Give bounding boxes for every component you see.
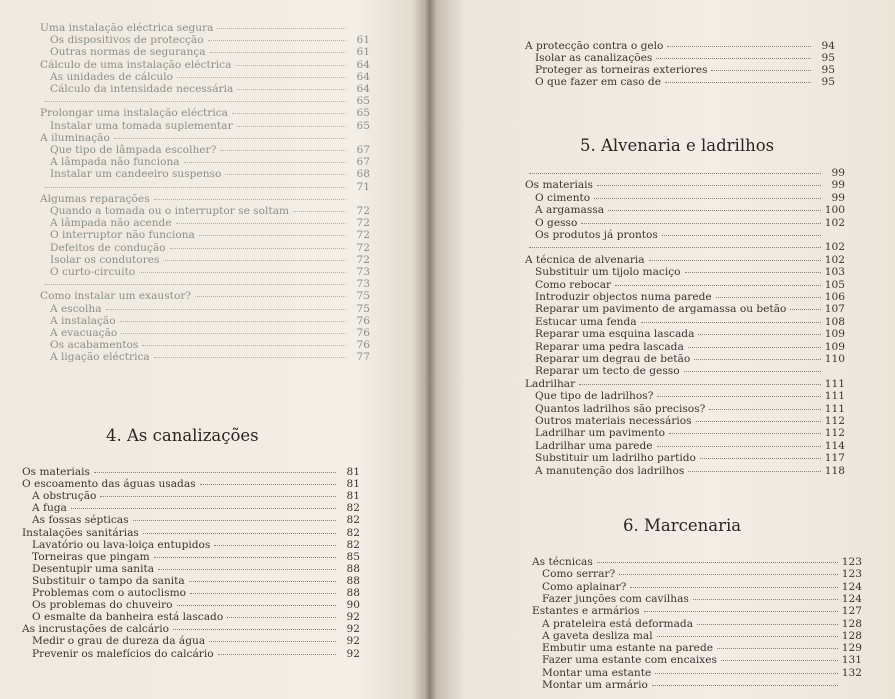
- toc-entry-title: As incrustações de calcário: [22, 623, 170, 636]
- dot-leader: [619, 574, 838, 575]
- toc-entry-page: 107: [824, 303, 845, 316]
- toc-entry-page: 99: [831, 191, 845, 204]
- toc-entry-page: 72: [356, 205, 370, 217]
- toc-entry-title: Lavatório ou lava-loiça entupidos: [32, 538, 211, 551]
- dot-leader: [189, 581, 336, 582]
- toc-entry-title: Introduzir objectos numa parede: [535, 291, 712, 303]
- toc-entry-page: 127: [841, 605, 862, 618]
- chapter-4-heading: 4. As canalizações: [106, 426, 259, 445]
- toc-entry: [32, 599, 360, 611]
- toc-entry-page: 92: [346, 635, 360, 648]
- toc-entry-title: As unidades de cálculo: [50, 70, 174, 83]
- toc-entry-title: Os materiais: [525, 179, 593, 192]
- toc-entry-title: A lâmpada não acende: [50, 217, 172, 230]
- toc-entry-page: 117: [824, 452, 845, 465]
- dot-leader: [209, 641, 336, 642]
- toc-entry-page: 100: [824, 204, 845, 217]
- dot-leader: [693, 599, 838, 600]
- dot-leader: [214, 545, 336, 546]
- toc-entry-page: 95: [821, 64, 835, 76]
- toc-entry-page: 99: [831, 179, 845, 192]
- toc-entry-title: A manutenção dos ladrilhos: [535, 464, 685, 477]
- toc-entry-page: 88: [346, 562, 360, 575]
- toc-entry-page: 110: [824, 353, 845, 365]
- toc-entry-title: O interruptor não funciona: [50, 229, 195, 242]
- toc-entry-page: 95: [821, 76, 835, 88]
- toc-entry: [32, 490, 360, 502]
- dot-leader: [100, 496, 336, 497]
- toc-entry: [22, 466, 360, 478]
- toc-entry-page: 68: [356, 168, 370, 181]
- toc-entry: [32, 611, 360, 623]
- toc-entry-page: 112: [824, 415, 845, 427]
- toc-entry-page: 76: [356, 314, 370, 327]
- toc-entry-page: 114: [824, 439, 845, 452]
- toc-entry-page: 111: [824, 390, 845, 403]
- toc-entry-page: 129: [841, 642, 862, 655]
- toc-entry-page: 77: [356, 351, 370, 364]
- toc-entry-page: 92: [346, 647, 360, 660]
- dot-leader: [143, 533, 336, 534]
- toc-entry: [32, 539, 360, 551]
- toc-entry-page: 72: [356, 217, 370, 230]
- toc-entry-title: Reparar uma pedra lascada: [535, 340, 684, 353]
- toc-entry: [32, 635, 360, 647]
- toc-entry-page: 65: [356, 95, 370, 108]
- toc-entry: [542, 630, 862, 642]
- toc-entry-title: As fossas sépticas: [32, 514, 129, 527]
- toc-entry-page: 108: [824, 315, 845, 328]
- toc-entry: [32, 648, 360, 660]
- toc-entry-title: Instalações sanitárias: [22, 526, 139, 539]
- toc-entry: [532, 556, 862, 568]
- toc-entry-page: 81: [346, 478, 360, 491]
- dot-leader: [71, 508, 336, 509]
- toc-entry-page: 131: [841, 654, 862, 667]
- toc-entry-title: A obstrução: [32, 490, 97, 503]
- toc-entry-title: A lâmpada não funciona: [50, 156, 180, 169]
- dot-leader: [227, 617, 336, 618]
- toc-entry-page: 81: [346, 490, 360, 503]
- dot-leader: [218, 654, 336, 655]
- toc-entry-page: 102: [824, 241, 845, 254]
- dot-leader: [190, 593, 336, 594]
- toc-entry-title: Reparar um tecto de gesso: [535, 365, 680, 378]
- toc-entry-page: 64: [356, 70, 370, 83]
- toc-entry-title: Montar um armário: [542, 679, 648, 691]
- toc-entry-title: Substituir um ladrilho partido: [535, 452, 696, 465]
- toc-entry-title: Cálculo da intensidade necessária: [50, 83, 234, 95]
- toc-entry-title: Estantes e armários: [532, 605, 640, 618]
- toc-entry-title: Ladrilhar um pavimento: [535, 427, 666, 440]
- toc-entry-title: Fazer junções com cavilhas: [542, 592, 689, 605]
- toc-entry-title: Isolar as canalizações: [535, 52, 653, 64]
- toc-entry-page: 112: [824, 427, 845, 440]
- toc-entry: [542, 568, 862, 580]
- right-page: [430, 0, 895, 699]
- chapter-4-toc: [0, 0, 425, 699]
- toc-entry-page: 109: [824, 328, 845, 341]
- toc-entry-page: 82: [346, 514, 360, 527]
- toc-entry: [32, 551, 360, 563]
- toc-entry-title: Isolar os condutores: [50, 253, 160, 266]
- dot-leader: [177, 605, 336, 606]
- toc-entry-title: Montar uma estante: [542, 666, 652, 679]
- toc-entry-title: Torneiras que pingam: [32, 550, 150, 563]
- dot-leader: [154, 557, 336, 558]
- toc-entry-title: A fuga: [32, 502, 67, 515]
- toc-entry: [542, 667, 862, 679]
- toc-entry-title: Substituir o tampo da sanita: [32, 574, 185, 587]
- toc-entry-title: Outras normas de segurança: [50, 46, 206, 59]
- toc-entry-title: A gaveta desliza mal: [542, 629, 653, 642]
- toc-entry-page: 81: [346, 466, 360, 478]
- toc-entry-page: 82: [346, 526, 360, 539]
- toc-entry-title: Prolongar uma instalação eléctrica: [40, 107, 228, 120]
- toc-entry-title: Instalar um candeeiro suspenso: [50, 168, 222, 181]
- dot-leader: [200, 484, 336, 485]
- toc-entry: [542, 679, 862, 691]
- toc-entry-title: Reparar uma esquina lascada: [535, 328, 695, 341]
- toc-entry-page: 94: [821, 40, 835, 52]
- left-page: [0, 0, 425, 699]
- toc-entry-title: Estucar uma fenda: [535, 315, 637, 328]
- toc-entry-page: 75: [356, 290, 370, 303]
- dot-leader: [717, 648, 838, 649]
- toc-entry-page: 95: [821, 52, 835, 64]
- toc-entry-title: A ligação eléctrica: [50, 351, 150, 364]
- toc-entry-title: Como aplainar?: [542, 580, 627, 593]
- toc-entry-page: 85: [346, 550, 360, 563]
- toc-entry: [22, 527, 360, 539]
- toc-entry-title: Os problemas do chuveiro: [32, 599, 173, 612]
- dot-leader: [173, 629, 336, 630]
- dot-leader: [158, 569, 336, 570]
- toc-entry-title: O esmalte da banheira está lascado: [32, 611, 224, 624]
- toc-entry-title: A protecção contra o gelo: [525, 40, 664, 52]
- toc-entry: [22, 623, 360, 635]
- toc-entry-title: O gesso: [535, 216, 578, 229]
- toc-entry-title: Prevenir os malefícios do calcário: [32, 647, 214, 660]
- toc-entry-title: Outros materiais necessários: [535, 415, 692, 427]
- toc-entry-title: Como instalar um exaustor?: [40, 290, 192, 303]
- toc-entry-title: Algumas reparações: [40, 192, 150, 205]
- toc-entry-title: Desentupir uma sanita: [32, 562, 155, 575]
- toc-entry-title: Quantos ladrilhos são precisos?: [535, 402, 706, 415]
- toc-entry-title: Proteger as torneiras exteriores: [535, 64, 708, 76]
- toc-entry-page: 123: [841, 556, 862, 568]
- toc-entry-page: 132: [841, 666, 862, 679]
- toc-entry-title: Os materiais: [22, 466, 90, 478]
- toc-entry-title: A argamassa: [535, 204, 605, 217]
- toc-entry: [542, 654, 862, 666]
- toc-entry-page: 65: [356, 119, 370, 132]
- dot-leader: [133, 520, 336, 521]
- dot-leader: [652, 685, 838, 686]
- toc-entry-page: 65: [356, 107, 370, 120]
- toc-entry-title: Que tipo de lâmpada escolher?: [50, 144, 217, 156]
- toc-entry-page: 102: [824, 216, 845, 229]
- toc-entry-title: Defeitos de condução: [50, 241, 166, 254]
- toc-entry-page: 75: [356, 302, 370, 315]
- toc-entry-page: 64: [356, 83, 370, 95]
- toc-entry-title: Ladrilhar: [525, 377, 576, 390]
- toc-entry-page: 82: [346, 538, 360, 551]
- chapter-6-heading: 6. Marcenaria: [623, 516, 742, 535]
- toc-entry-page: 61: [356, 34, 370, 47]
- toc-entry-page: 92: [346, 611, 360, 624]
- dot-leader: [597, 562, 838, 563]
- toc-entry-title: Problemas com o autoclismo: [32, 587, 186, 599]
- toc-entry-page: 128: [841, 629, 862, 642]
- chapter-6-toc: [430, 0, 895, 699]
- toc-entry: [32, 563, 360, 575]
- toc-entry-title: O cimento: [535, 191, 591, 204]
- chapter-5-heading: 5. Alvenaria e ladrilhos: [580, 136, 775, 155]
- toc-entry-title: Cálculo de uma instalação eléctrica: [40, 58, 232, 71]
- toc-entry-page: 72: [356, 241, 370, 254]
- toc-entry-page: 64: [356, 58, 370, 71]
- toc-entry-page: 118: [824, 464, 845, 477]
- toc-entry-title: Fazer uma estante com encaixes: [542, 654, 717, 667]
- toc-entry-title: Substituir um tijolo maciço: [535, 266, 681, 279]
- toc-entry-page: 102: [824, 253, 845, 266]
- toc-entry: [32, 575, 360, 587]
- toc-entry-page: 72: [356, 253, 370, 266]
- toc-entry-title: Que tipo de ladrilhos?: [535, 390, 654, 403]
- dot-leader: [721, 660, 838, 661]
- dot-leader: [630, 587, 837, 588]
- toc-entry: [32, 514, 360, 526]
- toc-entry-title: A escolha: [50, 302, 102, 315]
- toc-entry: [22, 478, 360, 490]
- toc-entry-title: A técnica de alvenaria: [525, 253, 645, 266]
- toc-entry-page: 71: [356, 180, 370, 193]
- toc-entry-title: As técnicas: [532, 556, 593, 568]
- toc-entry-page: 123: [841, 568, 862, 581]
- toc-entry-page: 124: [841, 580, 862, 593]
- toc-entry-title: Os produtos já prontos: [535, 229, 658, 241]
- toc-entry-title: O que fazer em caso de: [535, 76, 661, 88]
- toc-entry-page: 72: [356, 229, 370, 242]
- dot-leader: [657, 636, 838, 637]
- toc-entry-page: 103: [824, 266, 845, 279]
- toc-entry-page: 109: [824, 340, 845, 353]
- toc-entry-page: 67: [356, 156, 370, 169]
- toc-entry-title: Quando a tomada ou o interruptor se soltam: [50, 205, 290, 217]
- toc-entry: [542, 642, 862, 654]
- toc-entry-page: 73: [356, 278, 370, 291]
- toc-entry-page: 67: [356, 144, 370, 156]
- dot-leader: [697, 624, 838, 625]
- toc-entry-title: A evacuação: [50, 327, 118, 339]
- toc-entry-title: Ladrilhar uma parede: [535, 439, 653, 452]
- toc-entry-page: 88: [346, 587, 360, 599]
- toc-entry-page: 106: [824, 291, 845, 303]
- toc-entry-page: 124: [841, 592, 862, 605]
- toc-entry-title: Medir o grau de dureza da água: [32, 635, 206, 648]
- toc-entry: [532, 605, 862, 617]
- toc-entry-title: Reparar um degrau de betão: [535, 353, 691, 365]
- dot-leader: [94, 472, 336, 473]
- toc-entry-page: 88: [346, 574, 360, 587]
- dot-leader: [655, 673, 838, 674]
- toc-entry-page: 76: [356, 327, 370, 339]
- toc-entry-title: Como serrar?: [542, 568, 616, 581]
- toc-entry-page: 128: [841, 617, 862, 630]
- toc-entry-title: O curto-circuito: [50, 266, 136, 278]
- toc-entry-title: Os acabamentos: [50, 339, 139, 352]
- toc-entry: [32, 587, 360, 599]
- toc-entry-title: O escoamento das águas usadas: [22, 478, 196, 491]
- toc-entry-title: Instalar uma tomada suplementar: [50, 119, 233, 132]
- toc-entry: [542, 618, 862, 630]
- toc-entry: [542, 581, 862, 593]
- toc-entry-title: A iluminação: [40, 131, 110, 144]
- dot-leader: [644, 611, 838, 612]
- toc-entry-title: Reparar um pavimento de argamassa ou betão: [535, 303, 787, 316]
- toc-entry-title: A prateleira está deformada: [542, 617, 694, 630]
- toc-entry-page: 111: [824, 402, 845, 415]
- toc-entry-page: 90: [346, 599, 360, 612]
- toc-entry-page: 61: [356, 46, 370, 59]
- toc-entry-page: 99: [831, 167, 845, 179]
- toc-entry-page: 73: [356, 266, 370, 278]
- toc-entry-page: 82: [346, 502, 360, 515]
- toc-entry-page: 111: [824, 377, 845, 390]
- toc-entry-title: Uma instalação eléctrica segura: [40, 22, 214, 34]
- toc-entry: [32, 502, 360, 514]
- toc-entry-title: Os dispositivos de protecção: [50, 34, 204, 47]
- toc-entry: [542, 593, 862, 605]
- toc-entry-title: Embutir uma estante na parede: [542, 642, 713, 655]
- toc-entry-page: 105: [824, 278, 845, 291]
- toc-entry-page: 76: [356, 339, 370, 352]
- toc-entry-title: A instalação: [50, 314, 116, 327]
- toc-entry-page: 92: [346, 623, 360, 636]
- toc-entry-title: Como rebocar: [535, 278, 612, 291]
